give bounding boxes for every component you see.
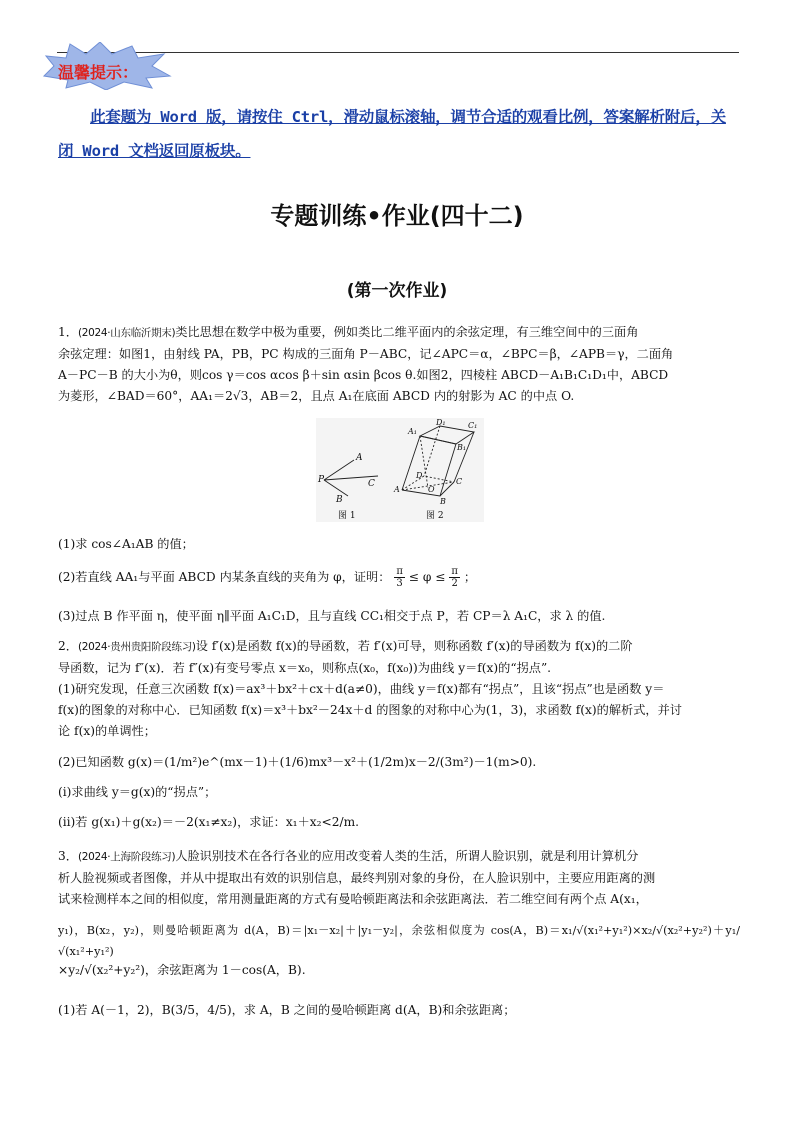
fraction-pi-over-2: $\frac{\pi}{2}$ [451, 566, 458, 589]
fig2-label-a1: A₁ [408, 427, 417, 436]
tip-label: 温馨提示： [58, 63, 139, 82]
fig1-label-a: A [356, 453, 363, 463]
fig1-label-c: C [368, 479, 375, 489]
q2-number: 2． [58, 639, 78, 653]
fig2-caption: 图 2 [426, 511, 444, 521]
figure-2-prism [402, 426, 474, 496]
word-notice-link[interactable]: 此套题为 Word 版，请按住 Ctrl，滑动鼠标滚轴，调节合适的观看比例，答案解析附后，关闭 Word 文档返回原板块。 [58, 108, 726, 160]
q2-line4: f(x)的图象的对称中心．已知函数 f(x)＝x³＋bx²－24x＋d 的图象的对称中心为(1，3)，求函数 f(x)的解析式，并讨 [58, 703, 682, 717]
fraction-pi-over-3: $\frac{\pi}{3}$ [396, 566, 403, 589]
page-subtitle: (第一次作业) [346, 281, 448, 301]
fig1-label-b: B [336, 495, 343, 505]
q1-line1: 类比思想在数学中极为重要，例如类比二维平面内的余弦定理，有三维空间中的三面角 [175, 325, 639, 339]
q1-line2: 余弦定理：如图1，由射线 PA，PB，PC 构成的三面角 P－ABC，记∠APC＝α，∠BPC＝β，∠APB＝γ，二面角 [58, 347, 674, 361]
fig2-label-c1: C₁ [468, 421, 478, 430]
q3-line3: 试来检测样本之间的相似度，常用测量距离的方式有曼哈顿距离法和余弦距离法．若二维空间有两个点 A(x₁， [58, 892, 648, 906]
q2-line8: (ⅱ)若 g(x₁)＋g(x₂)＝－2(x₁≠x₂)，求证：x₁＋x₂<2/m. [58, 815, 360, 829]
q1-part2 [58, 566, 740, 589]
fig2-label-c: C [456, 477, 463, 486]
fig1-caption: 图 1 [338, 511, 356, 521]
q2-source: (2024·贵州贵阳阶段练习) [77, 641, 196, 653]
q2-line6: (2)已知函数 g(x)＝(1/m²)e^(mx－1)＋(1/6)mx³－x²＋(1/2m)x－2/(3m²)－1(m>0). [58, 755, 537, 769]
fig2-label-b1: B₁ [457, 443, 467, 452]
q1-part2-lead: (2)若直线 AA₁与平面 ABCD 内某条直线的夹角为 φ，证明： [58, 570, 391, 584]
q1-source: (2024·山东临沂期末) [77, 327, 176, 339]
q1-part3: (3)过点 B 作平面 η，使平面 η∥平面 A₁C₁D，且与直线 CC₁相交于点 P，若 CP＝λ A₁C，求 λ 的值. [58, 609, 606, 623]
q1-part2-end: ； [463, 570, 476, 584]
q3-line6: (1)若 A(－1，2)，B(3/5，4/5)，求 A，B 之间的曼哈顿距离 d(A，B)和余弦距离； [58, 1003, 516, 1017]
q1-part2-ineq: ≤ φ ≤ [408, 570, 446, 584]
q3-number: 3． [58, 849, 78, 863]
fig2-label-d: D [416, 471, 423, 480]
q3-line2: 析人脸视频或者图像，并从中提取出有效的识别信息，最终判别对象的身份，在人脸识别中，主要应用距离的测 [58, 871, 656, 885]
q3-stem [58, 846, 740, 910]
q2-line2: 导函数，记为 f″(x)．若 f″(x)有变号零点 x＝x₀，则称点(x₀，f(x₀))为曲线 y＝f(x)的“拐点”. [58, 661, 552, 675]
q1-line4: 为菱形，∠BAD＝60°，AA₁＝2√3，AB＝2，且点 A₁在底面 ABCD 内的射影为 AC 的中点 O. [58, 389, 575, 403]
q2-line3: (1)研究发现，任意三次函数 f(x)＝ax³＋bx²＋cx＋d(a≠0)，曲线 y＝f(x)都有“拐点”，且该“拐点”也是函数 y＝ [58, 682, 665, 696]
page-title: 专题训练•作业(四十二) [270, 202, 524, 230]
fig2-label-d1: D₁ [436, 418, 446, 427]
fig2-label-a: A [394, 485, 400, 494]
q2-line5: 论 f(x)的单调性； [58, 724, 156, 738]
fig2-label-o: O [428, 485, 435, 494]
q1-part1: (1)求 cos∠A₁AB 的值； [58, 537, 194, 551]
fig1-label-p: P [318, 475, 325, 485]
q1-stem [58, 322, 740, 407]
fig2-label-b: B [440, 497, 446, 506]
q3-line4: y₁)，B(x₂，y₂)，则曼哈顿距离为 d(A，B)＝|x₁－x₂|＋|y₁－y₂|，余弦相似度为 cos(A，B)＝x₁/√(x₁²+y₁²)×x₂/√(x₂²+y₂²)＋y₁/√(x₁²+y₁²) [58, 924, 740, 958]
q3-line1: 人脸识别技术在各行各业的应用改变着人类的生活，所谓人脸识别，就是利用计算机分 [175, 849, 639, 863]
q2-line7: (ⅰ)求曲线 y＝g(x)的“拐点”； [58, 785, 217, 799]
q3-source: (2024·上海阶段练习) [77, 851, 176, 863]
q2-stem [58, 636, 740, 742]
q1-number: 1． [58, 325, 78, 339]
q1-figures [316, 418, 484, 522]
q1-line3: A－PC－B 的大小为θ，则cos γ＝cos αcos β＋sin αsin βcos θ.如图2，四棱柱 ABCD－A₁B₁C₁D₁中，ABCD [58, 368, 669, 382]
q3-line5: ×y₂/√(x₂²+y₂²)，余弦距离为 1－cos(A，B). [58, 963, 306, 977]
q2-line1: 设 f′(x)是函数 f(x)的导函数，若 f′(x)可导，则称函数 f′(x)的导函数为 f(x)的二阶 [195, 639, 633, 653]
figure-1-trihedral [324, 460, 378, 496]
